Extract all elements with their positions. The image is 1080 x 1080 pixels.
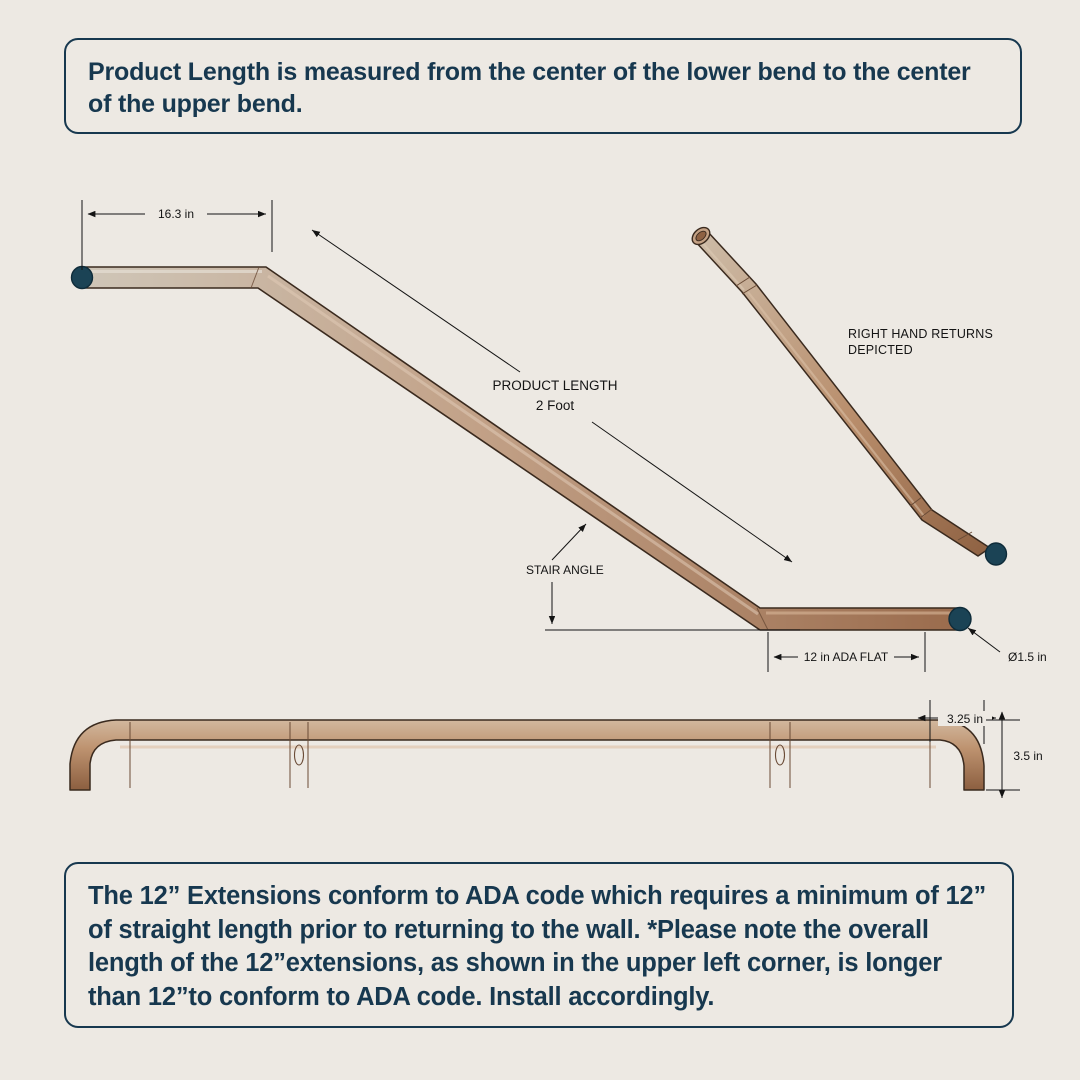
offset-label: 3.25 in	[946, 712, 984, 726]
end-cap-lower	[949, 608, 971, 631]
right-hand-returns-note	[848, 327, 993, 357]
product-length-value: 2 Foot	[535, 398, 575, 413]
rh-note-line1: RIGHT HAND RETURNS	[848, 327, 994, 341]
product-length-leader-lower	[592, 422, 792, 562]
plan-rail-body	[70, 720, 984, 790]
callout-bottom-text-main: The 12” Extensions conform to ADA code which requires a minimum of 12” of straight length prior to returning to the wall.	[88, 882, 987, 944]
dimension-return-height	[986, 712, 1052, 798]
stair-angle-label: STAIR ANGLE	[526, 563, 604, 577]
height-label: 3.5 in	[1013, 749, 1043, 763]
product-length-annotation	[312, 230, 792, 562]
dimension-ada-flat	[768, 632, 925, 672]
rh-end-cap	[986, 543, 1007, 565]
main-rail-body	[82, 267, 962, 630]
bottom-plan-view	[70, 720, 984, 790]
main-handrail-graphic	[72, 267, 972, 631]
diameter-label: Ø1.5 in	[1008, 650, 1047, 664]
rh-rail-body	[694, 232, 990, 556]
stair-angle-leader-up	[552, 524, 586, 560]
dim-label-16in: 16.3 in	[157, 207, 195, 221]
rh-highlight-mid	[748, 292, 924, 516]
rh-note-line2: DEPICTED	[848, 343, 913, 357]
callout-top-text: Product Length is measured from the center of the lower bend to the center of the upper bend.	[88, 58, 971, 118]
product-length-title: PRODUCT LENGTH	[492, 378, 618, 393]
ada-flat-label: 12 in ADA FLAT	[803, 650, 889, 664]
dimension-upper-extension	[82, 200, 272, 270]
rail-highlight-slope	[268, 276, 758, 614]
dimension-diameter	[968, 628, 1047, 664]
product-length-leader-upper	[312, 230, 520, 372]
callout-bottom-text-emphasis: *Please note the overall length of the 12”extensions, as shown in the upper left corner, is longer than 12”to conform to ADA code. Install accordingly.	[88, 915, 942, 1011]
right-hand-return-graphic	[689, 224, 1007, 565]
diameter-leader	[968, 628, 1000, 652]
